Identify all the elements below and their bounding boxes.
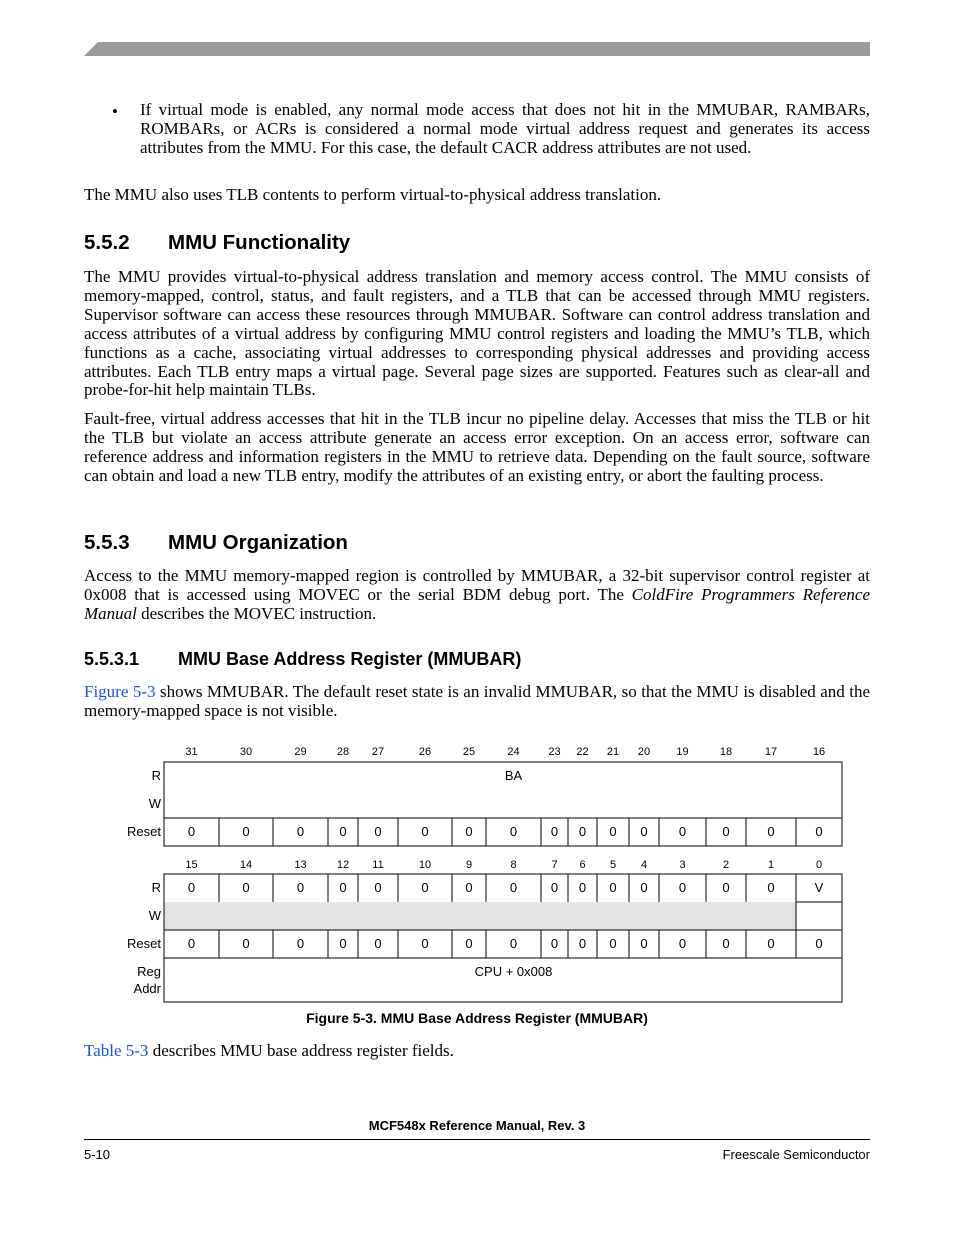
bit-number: 29 <box>294 746 307 758</box>
bit-number: 28 <box>336 746 350 758</box>
bit-number: 27 <box>371 746 385 758</box>
read-value: 0 <box>374 880 382 895</box>
read-value: 0 <box>722 880 730 895</box>
bit-number: 6 <box>579 859 586 871</box>
reset-value: 0 <box>815 936 823 951</box>
field-ba: BA <box>504 768 523 783</box>
reset-value: 0 <box>609 824 617 839</box>
bit-number: 20 <box>637 746 651 758</box>
upper-half-frame <box>164 762 842 846</box>
reset-value: 0 <box>578 936 587 951</box>
manual-title: ColdFire Programmers Reference Manual <box>84 584 870 623</box>
read-value: 0 <box>578 880 587 895</box>
reset-value: 0 <box>767 824 775 839</box>
bit-number: 11 <box>372 859 384 871</box>
text-run: shows MMUBAR. The default reset state is an invalid MMUBAR, so that the MMU is disabled and the memory-mapped space is not visible. <box>84 682 871 720</box>
paragraph-mmu-functionality-1: The MMU provides virtual-to-physical address translation and memory access control. The MMU consists of memory-mapped, control, status, and fault registers, and a TLB that can be accessed through MMU registers. Supervisor software can access these resources through MMUBAR. Software can control address translation and access attributes of a virtual address by configuring MMU control registers and loading the MMU’s TLB, which functions as a cache, associating virtual addresses to corresponding physical addresses and providing access attributes. Each TLB entry maps a virtual page. Several page sizes are supported. Features such as clear-all and probe-for-hit help maintain TLBs. <box>84 267 870 400</box>
reset-value: 0 <box>509 824 518 839</box>
figure-link[interactable]: Figure 5-3 <box>84 682 156 701</box>
row-label-reg: Reg <box>137 964 161 979</box>
read-value: 0 <box>609 880 617 895</box>
footer-divider <box>84 1139 870 1140</box>
text-run: describes the MOVEC instruction. <box>136 603 377 623</box>
bullet-text: If virtual mode is enabled, any normal mode access that does not hit in the MMUBAR, RAMBARs, ROMBARs, or ACRs is considered a normal mode virtual address request and generates its access attributes from the MMU. For this case, the default CACR address attributes are not used. <box>140 100 870 157</box>
bit-number: 31 <box>185 746 198 758</box>
bit-number: 8 <box>510 859 517 871</box>
bit-number: 1 <box>767 859 775 871</box>
bit-number: 5 <box>609 859 617 871</box>
text-run: describes MMU base address register fields. <box>148 1041 454 1060</box>
section-number: 5.5.3.1 <box>84 649 140 669</box>
figure-caption: Figure 5-3. MMU Base Address Register (MMUBAR) <box>306 1010 648 1026</box>
reset-value: 0 <box>296 936 305 951</box>
reset-value: 0 <box>722 824 730 839</box>
bit-number: 2 <box>722 859 730 871</box>
bit-number: 18 <box>719 746 733 758</box>
reset-value: 0 <box>339 936 347 951</box>
bit-number: 26 <box>418 746 432 758</box>
footer-company: Freescale Semiconductor <box>722 1147 870 1162</box>
reset-value: 0 <box>550 824 559 839</box>
read-value: 0 <box>550 880 559 895</box>
section-number: 5.5.2 <box>84 231 130 254</box>
bit-number: 21 <box>606 746 620 758</box>
footer-manual-title: MCF548x Reference Manual, Rev. 3 <box>368 1118 586 1133</box>
reset-value: 0 <box>339 824 347 839</box>
section-title: MMU Functionality <box>168 231 351 254</box>
bit-number: 12 <box>336 859 350 871</box>
bit-number: 13 <box>294 859 307 871</box>
reset-value: 0 <box>465 936 473 951</box>
text-run: Access to the MMU memory-mapped region is controlled by MMUBAR, a 32-bit supervisor control register at 0x008 that is accessed using MOVEC or the serial BDM debug port. The <box>84 566 870 604</box>
reset-value: 0 <box>421 936 429 951</box>
row-label-r: R <box>151 880 161 895</box>
bit-number: 16 <box>812 746 826 758</box>
bit-number: 23 <box>548 746 561 758</box>
bit-number: 15 <box>185 859 198 871</box>
reset-value: 0 <box>815 824 823 839</box>
reset-value: 0 <box>187 824 196 839</box>
bit-number: 0 <box>815 859 823 871</box>
read-value: 0 <box>678 880 687 895</box>
row-label-reset: Reset <box>127 936 161 951</box>
table-link[interactable]: Table 5-3 <box>84 1041 149 1060</box>
section-number: 5.5.3 <box>84 531 130 554</box>
bit-number: 22 <box>576 746 589 758</box>
bullet-marker: • <box>112 102 118 121</box>
reset-value: 0 <box>550 936 559 951</box>
reset-value: 0 <box>640 824 648 839</box>
read-value: 0 <box>242 880 250 895</box>
reset-value: 0 <box>421 824 429 839</box>
bit-number: 30 <box>239 746 253 758</box>
read-value: 0 <box>296 880 305 895</box>
reset-value: 0 <box>465 824 473 839</box>
reset-value: 0 <box>242 824 250 839</box>
reset-value: 0 <box>242 936 250 951</box>
read-value: 0 <box>767 880 775 895</box>
register-address: CPU + 0x008 <box>474 964 553 979</box>
bit-number: 14 <box>239 859 253 871</box>
reset-value: 0 <box>296 824 305 839</box>
reset-value: 0 <box>722 936 730 951</box>
read-value: 0 <box>465 880 473 895</box>
row-label-reset: Reset <box>127 824 161 839</box>
section-title: MMU Organization <box>168 531 348 554</box>
bit-number: 4 <box>640 859 648 871</box>
bit-number: 25 <box>462 746 476 758</box>
reset-value: 0 <box>678 936 687 951</box>
row-label-addr: Addr <box>133 981 161 996</box>
reset-value: 0 <box>767 936 775 951</box>
paragraph-mmu-functionality-2: Fault-free, virtual address accesses that hit in the TLB incur no pipeline delay. Accesses that miss the TLB or hit the TLB but violate an access attribute generate an access error exception. On an access error, software can reference address and information registers in the MMU to retrieve data. Depending on the fault source, software can obtain and load a new TLB entry, modify the attributes of an existing entry, or abort the faulting process. <box>84 409 870 485</box>
lower-half-frame <box>164 874 842 1002</box>
bit-number: 9 <box>465 859 473 871</box>
read-value: 0 <box>509 880 518 895</box>
paragraph-table-ref <box>84 1042 870 1061</box>
reset-value: 0 <box>640 936 648 951</box>
reset-value: 0 <box>609 936 617 951</box>
bit-number: 3 <box>679 859 686 871</box>
reset-value: 0 <box>374 936 382 951</box>
bit-number: 10 <box>418 859 432 871</box>
read-value: 0 <box>187 880 196 895</box>
bit-number: 7 <box>551 859 558 871</box>
bit-number: 17 <box>764 746 778 758</box>
row-label-w: W <box>148 908 161 923</box>
read-value: V <box>814 880 824 895</box>
reset-value: 0 <box>578 824 587 839</box>
read-value: 0 <box>640 880 648 895</box>
reset-value: 0 <box>374 824 382 839</box>
page-number: 5-10 <box>84 1147 111 1162</box>
row-label-r: R <box>151 768 161 783</box>
read-value: 0 <box>421 880 429 895</box>
section-title: MMU Base Address Register (MMUBAR) <box>178 649 522 669</box>
reset-value: 0 <box>509 936 518 951</box>
bit-number: 19 <box>676 746 689 758</box>
write-reserved-shading <box>164 902 796 930</box>
row-label-w: W <box>148 796 161 811</box>
bit-number: 24 <box>507 746 520 758</box>
reset-value: 0 <box>678 824 687 839</box>
read-value: 0 <box>339 880 347 895</box>
paragraph-tlb: The MMU also uses TLB contents to perform virtual-to-physical address translation. <box>84 185 662 204</box>
reset-value: 0 <box>187 936 196 951</box>
